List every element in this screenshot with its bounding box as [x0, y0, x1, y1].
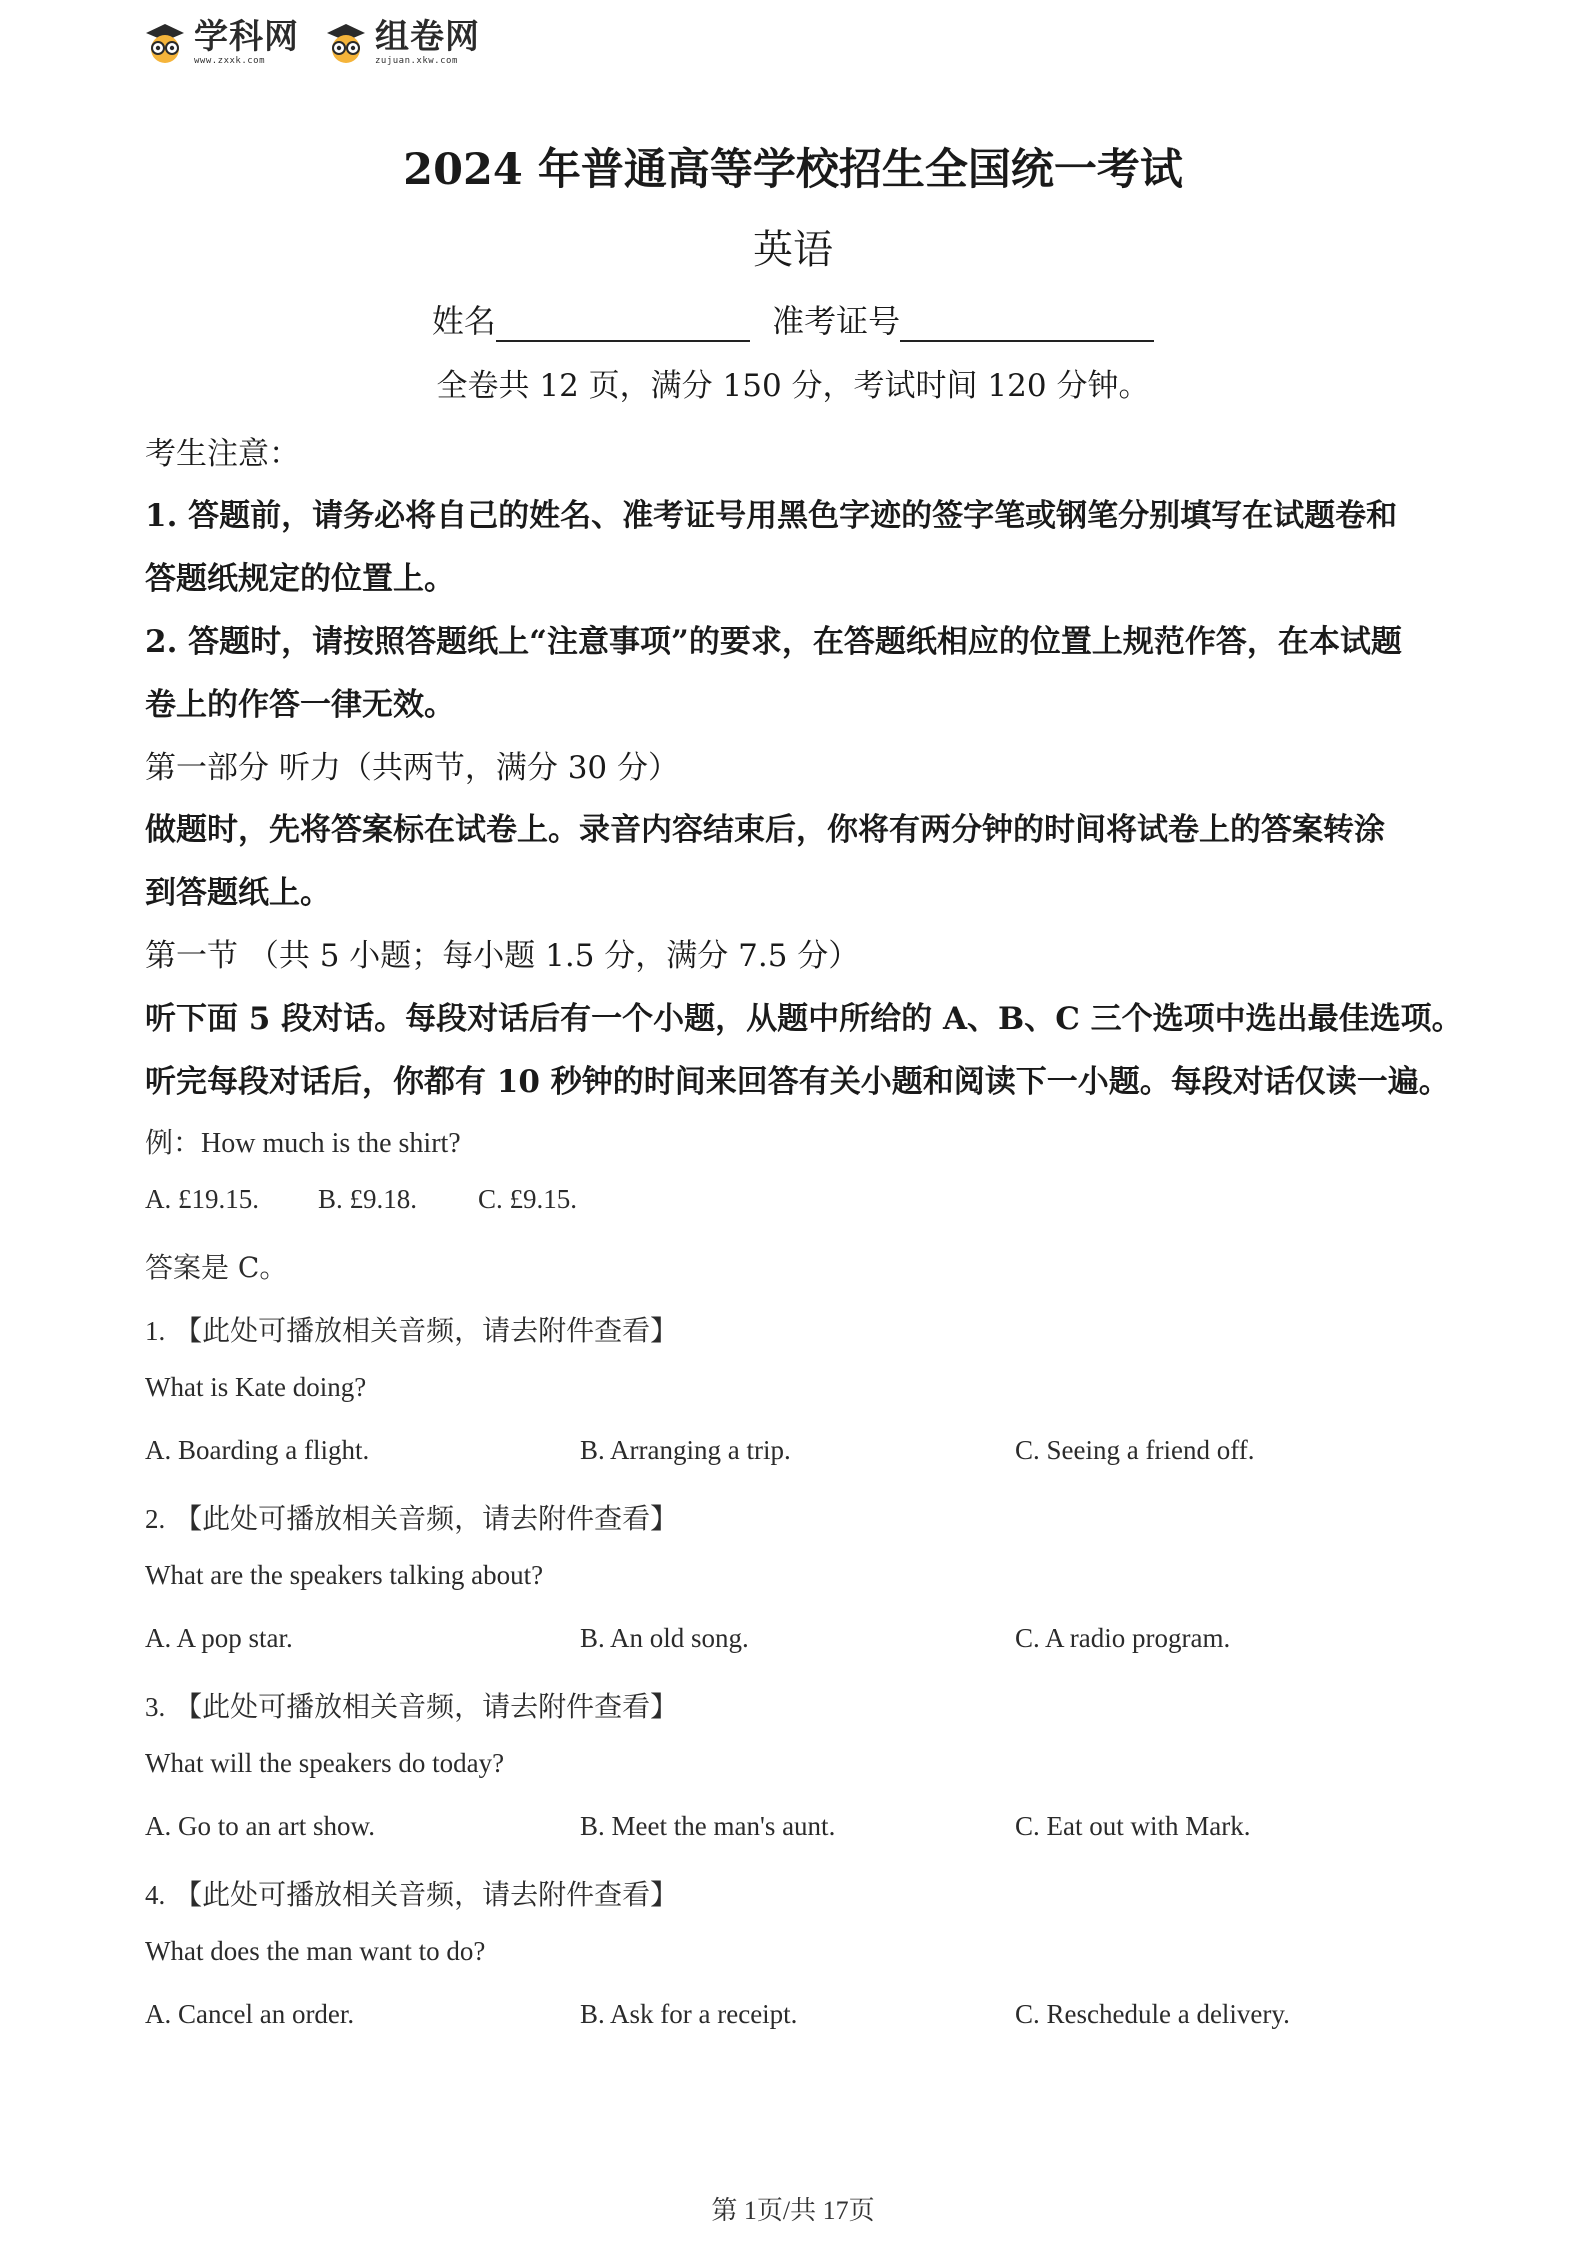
question-3-option-b: B. Meet the man's aunt. — [580, 1811, 836, 1841]
notice-item-1-line-1: 1. 答题前，请务必将自己的姓名、准考证号用黑色字迹的签字笔或钢笔分别填写在试题卷和 — [145, 498, 1398, 534]
question-4-option-b: B. Ask for a receipt. — [580, 1999, 798, 2029]
example-answer: 答案是 C。 — [145, 1251, 288, 1284]
header-logos — [142, 17, 480, 66]
logo-url: zujuan.xkw.com — [375, 56, 458, 66]
logo-name: 组卷网 — [375, 17, 480, 57]
page-number: 第 1页/共 17页 — [711, 2196, 875, 2225]
id-blank[interactable] — [900, 310, 1154, 342]
logo-xuekewang[interactable] — [142, 17, 299, 66]
question-3-option-a: A. Go to an art show. — [145, 1811, 375, 1841]
question-2-text: What are the speakers talking about? — [145, 1560, 544, 1590]
question-1-option-b: B. Arranging a trip. — [580, 1435, 791, 1465]
question-number: 2. — [145, 1504, 166, 1534]
notice-heading: 考生注意： — [145, 436, 300, 472]
question-1-option-c: C. Seeing a friend off. — [1015, 1435, 1255, 1465]
notice-item-2-line-1: 2. 答题时，请按照答题纸上“注意事项”的要求，在答题纸相应的位置上规范作答，在本试题 — [145, 624, 1402, 660]
audio-link[interactable]: 【此处可播放相关音频，请去附件查看】 — [174, 1502, 679, 1535]
example-option-c: C. £9.15. — [478, 1184, 578, 1214]
logo-name: 学科网 — [194, 17, 299, 57]
notice-item-1-line-2: 答题纸规定的位置上。 — [145, 561, 455, 597]
exam-title: 2024 年普通高等学校招生全国统一考试 — [403, 145, 1183, 195]
question-number: 4. — [145, 1880, 166, 1910]
question-2-header — [145, 1497, 678, 1537]
section1-instruction-line-1: 听下面 5 段对话。每段对话后有一个小题，从题中所给的 A、B、C 三个选项中选出最佳选项。 — [145, 1001, 1463, 1037]
section1-heading: 第一节 （共 5 小题；每小题 1.5 分，满分 7.5 分） — [145, 938, 860, 974]
section1-instruction-line-2: 听完每段对话后，你都有 10 秒钟的时间来回答有关小题和阅读下一小题。每段对话仅读一遍。 — [145, 1064, 1450, 1100]
question-4-option-c: C. Reschedule a delivery. — [1015, 1999, 1290, 2029]
question-1-header — [145, 1309, 678, 1349]
question-1-text: What is Kate doing? — [145, 1372, 367, 1402]
part1-instruction-line-2: 到答题纸上。 — [145, 875, 331, 911]
question-3-option-c: C. Eat out with Mark. — [1015, 1811, 1251, 1841]
question-2-option-a: A. A pop star. — [145, 1623, 293, 1653]
exam-total-info: 全卷共 12 页，满分 150 分，考试时间 120 分钟。 — [436, 368, 1150, 404]
question-3-header — [145, 1685, 678, 1725]
audio-link[interactable]: 【此处可播放相关音频，请去附件查看】 — [174, 1690, 679, 1723]
audio-link[interactable]: 【此处可播放相关音频，请去附件查看】 — [174, 1314, 679, 1347]
logo-zujuanwang[interactable] — [323, 17, 480, 66]
question-4-option-a: A. Cancel an order. — [145, 1999, 355, 2029]
question-1-option-a: A. Boarding a flight. — [145, 1435, 370, 1465]
notice-item-2-line-2: 卷上的作答一律无效。 — [145, 687, 455, 723]
id-label: 准考证号 — [772, 302, 901, 340]
mascot-icon — [142, 21, 188, 65]
question-number: 3. — [145, 1692, 166, 1722]
question-4-text: What does the man want to do? — [145, 1936, 486, 1966]
part1-instruction-line-1: 做题时，先将答案标在试卷上。录音内容结束后，你将有两分钟的时间将试卷上的答案转涂 — [145, 812, 1385, 848]
question-2-option-b: B. An old song. — [580, 1623, 749, 1653]
logo-url: www.zxxk.com — [194, 56, 266, 66]
name-blank[interactable] — [496, 310, 750, 342]
name-label: 姓名 — [431, 302, 496, 340]
audio-link[interactable]: 【此处可播放相关音频，请去附件查看】 — [174, 1878, 679, 1911]
mascot-icon — [323, 21, 369, 65]
part1-heading: 第一部分 听力（共两节，满分 30 分） — [145, 750, 680, 786]
candidate-info-line — [0, 296, 1586, 342]
question-number: 1. — [145, 1316, 166, 1346]
example-option-a: A. £19.15. — [145, 1184, 259, 1214]
example-question: 例：How much is the shirt? — [145, 1128, 461, 1159]
question-4-header — [145, 1873, 678, 1913]
question-2-option-c: C. A radio program. — [1015, 1623, 1231, 1653]
example-option-b: B. £9.18. — [318, 1184, 418, 1214]
exam-subject: 英语 — [753, 227, 833, 273]
question-3-text: What will the speakers do today? — [145, 1748, 505, 1778]
